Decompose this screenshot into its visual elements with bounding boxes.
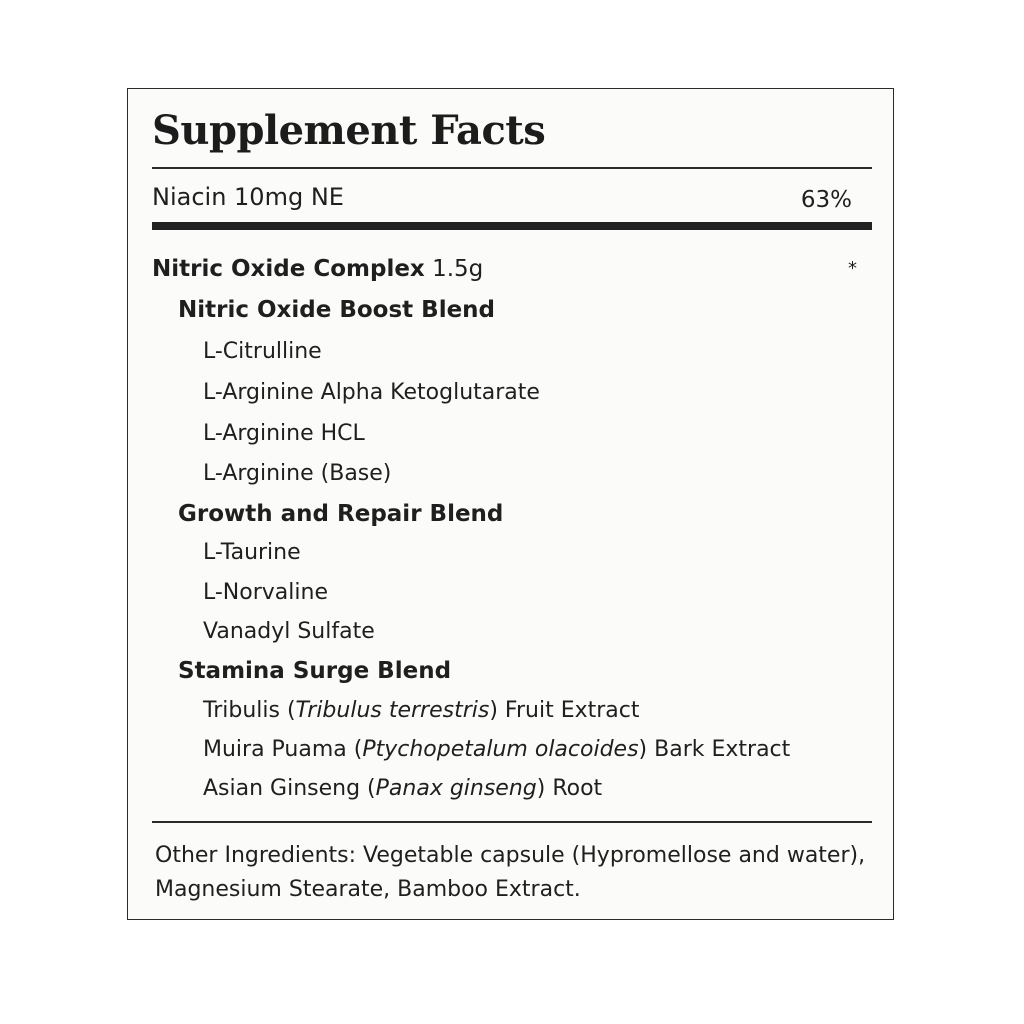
ingredient-item: L-Arginine Alpha Ketoglutarate — [203, 380, 540, 405]
supplement-facts-panel — [127, 88, 894, 920]
ingredient-item: L-Taurine — [203, 540, 301, 565]
ingredient-item: L-Arginine HCL — [203, 421, 365, 446]
footer-divider — [152, 821, 872, 823]
complex-row — [152, 255, 483, 283]
blend-name: Stamina Surge Blend — [178, 658, 452, 684]
latin-name: Panax ginseng — [375, 776, 537, 801]
ingredient-item: L-Citrulline — [203, 339, 322, 364]
ingredient-item: L-Arginine (Base) — [203, 461, 392, 486]
ingredient-item: Vanadyl Sulfate — [203, 619, 375, 644]
complex-daily-value: * — [848, 258, 857, 279]
title-divider — [152, 167, 872, 169]
complex-amount: 1.5g — [432, 256, 484, 282]
niacin-daily-value: 63% — [800, 187, 852, 213]
ingredient-item: Asian Ginseng (Panax ginseng) Root — [203, 776, 603, 801]
niacin-name: Niacin 10mg NE — [152, 183, 344, 211]
other-ingredients: Other Ingredients: Vegetable capsule (Hypromellose and water), Magnesium Stearate, Bamboo Extract. — [155, 843, 866, 902]
blend-name: Nitric Oxide Boost Blend — [178, 297, 496, 323]
latin-name: Tribulus terrestris — [295, 698, 490, 723]
latin-name: Ptychopetalum olacoides — [362, 737, 639, 762]
blend-name: Growth and Repair Blend — [178, 501, 504, 527]
complex-name: Nitric Oxide Complex — [152, 256, 425, 282]
panel-title: Supplement Facts — [152, 107, 546, 154]
ingredient-item: L-Norvaline — [203, 580, 328, 605]
ingredient-item: Muira Puama (Ptychopetalum olacoides) Bark Extract — [203, 737, 791, 762]
ingredient-item: Tribulis (Tribulus terrestris) Fruit Extract — [203, 698, 640, 723]
thick-divider — [152, 222, 872, 230]
